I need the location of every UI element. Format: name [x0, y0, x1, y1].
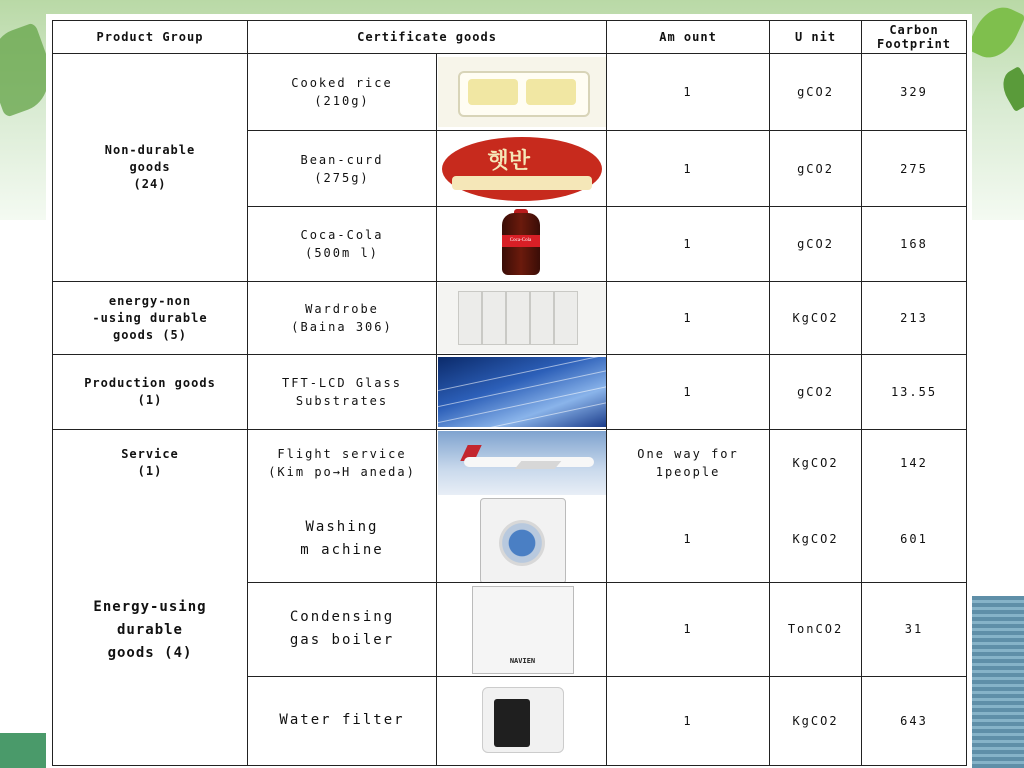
header-amount: Am ount [607, 21, 770, 54]
group-line: Production goods [84, 376, 216, 390]
group-line: energy-non [108, 293, 192, 308]
goods-name-cell [248, 355, 437, 430]
goods-detail: (210g) [314, 94, 370, 108]
glass-substrate-image [438, 357, 606, 427]
goods-image-cell [437, 54, 607, 131]
carbon-footprint-table [52, 20, 967, 766]
goods-name: Coca-Cola [300, 228, 384, 242]
tofu-brand-text: 햇반 [487, 148, 531, 174]
amount-line: 1people [655, 464, 721, 479]
group-line: goods [129, 160, 171, 174]
amount-cell: 1 [607, 131, 770, 207]
rice-bowl [526, 79, 576, 105]
amount-cell: 1 [607, 496, 770, 583]
header-unit: U nit [770, 21, 862, 54]
footprint-cell: 213 [862, 282, 967, 355]
bean-curd-image [438, 134, 606, 204]
wardrobe-image [438, 283, 606, 353]
group-line: durable [116, 621, 183, 638]
unit-cell: gCO2 [770, 131, 862, 207]
amount-cell: 1 [607, 355, 770, 430]
group-energy-non-using [53, 282, 248, 355]
cola-label [502, 235, 540, 247]
goods-name-cell [248, 430, 437, 496]
group-line: goods (5) [112, 327, 188, 342]
goods-name-cell [248, 676, 437, 765]
wardrobe-door [530, 291, 554, 345]
group-line: (1) [137, 393, 163, 407]
goods-detail: gas boiler [289, 632, 395, 648]
table-row [53, 282, 967, 355]
goods-name-cell [248, 131, 437, 207]
header-carbon-line2: Footprint [877, 37, 952, 51]
goods-detail: m achine [300, 541, 384, 558]
header-certificate-goods: Certificate goods [248, 21, 607, 54]
footprint-cell: 275 [862, 131, 967, 207]
washing-machine-image [438, 496, 606, 582]
goods-image-cell [437, 582, 607, 676]
goods-detail: (500m l) [305, 246, 379, 260]
group-service [53, 430, 248, 496]
header-product-group: Product Group [53, 21, 248, 54]
group-production [53, 355, 248, 430]
table-row [53, 54, 967, 131]
footprint-cell: 643 [862, 676, 967, 765]
gas-boiler-image [438, 584, 606, 674]
header-carbon-line1: Carbon [889, 23, 939, 37]
header-row [53, 21, 967, 54]
goods-name: Bean-curd [300, 152, 384, 167]
goods-name-cell [248, 496, 437, 583]
footprint-cell: 168 [862, 207, 967, 282]
unit-cell: gCO2 [770, 355, 862, 430]
goods-name: Flight service [277, 446, 407, 461]
footprint-cell: 31 [862, 582, 967, 676]
goods-name-cell [248, 207, 437, 282]
amount-cell [607, 430, 770, 496]
group-line: Service [121, 447, 179, 461]
boiler-body [472, 586, 574, 674]
green-corner-block [0, 733, 46, 768]
unit-cell: KgCO2 [770, 282, 862, 355]
goods-image-cell [437, 282, 607, 355]
plane-wing [514, 461, 561, 469]
unit-cell: KgCO2 [770, 676, 862, 765]
footprint-cell: 601 [862, 496, 967, 583]
goods-image-cell [437, 131, 607, 207]
amount-cell: 1 [607, 207, 770, 282]
unit-cell: KgCO2 [770, 430, 862, 496]
table-row [53, 496, 967, 583]
amount-line: One way for [637, 446, 739, 461]
filter-panel [494, 699, 530, 747]
goods-name-cell [248, 54, 437, 131]
table-row [53, 355, 967, 430]
goods-detail: (Baina 306) [291, 320, 393, 334]
footprint-cell: 329 [862, 54, 967, 131]
group-line: Non-durable [104, 143, 196, 157]
boiler-brand-text: NAVIEN [509, 657, 536, 665]
goods-name: Cooked rice [291, 76, 393, 90]
amount-cell: 1 [607, 54, 770, 131]
goods-name: Washing [305, 518, 379, 535]
goods-image-cell [437, 355, 607, 430]
unit-cell: KgCO2 [770, 496, 862, 583]
wardrobe-door [554, 291, 578, 345]
group-line: (1) [137, 464, 163, 478]
washer-drum [499, 520, 545, 566]
cooked-rice-image [438, 57, 606, 127]
goods-detail: Substrates [295, 394, 389, 408]
header-carbon-footprint [862, 21, 967, 54]
goods-detail: (275g) [314, 170, 370, 185]
cola-label-text: Coca-Cola [509, 238, 532, 243]
goods-name-cell [248, 282, 437, 355]
amount-cell: 1 [607, 676, 770, 765]
goods-image-cell [437, 207, 607, 282]
unit-cell: gCO2 [770, 207, 862, 282]
goods-name-cell [248, 582, 437, 676]
group-line: -using durable [92, 310, 208, 325]
wardrobe-door [458, 291, 482, 345]
goods-name: TFT-LCD Glass [282, 376, 402, 390]
wardrobe-door [482, 291, 506, 345]
group-line: Energy-using [93, 598, 207, 615]
goods-image-cell [437, 496, 607, 583]
goods-name: Wardrobe [305, 302, 379, 316]
group-line: (24) [133, 177, 167, 191]
group-line: goods (4) [107, 644, 193, 661]
table-row [53, 430, 967, 496]
unit-cell: TonCO2 [770, 582, 862, 676]
goods-image-cell [437, 430, 607, 496]
goods-name: Water filter [279, 712, 405, 728]
water-filter-image [438, 681, 606, 761]
goods-name: Condensing [289, 609, 395, 625]
building-decoration [972, 596, 1024, 768]
goods-detail: (Kim po→H aneda) [268, 464, 416, 479]
tofu-stripe [452, 176, 592, 190]
goods-image-cell [437, 676, 607, 765]
footprint-cell: 13.55 [862, 355, 967, 430]
group-energy-using [53, 496, 248, 766]
amount-cell: 1 [607, 282, 770, 355]
footprint-cell: 142 [862, 430, 967, 496]
coca-cola-image [438, 209, 606, 279]
wardrobe-door [506, 291, 530, 345]
rice-bowl [468, 79, 518, 105]
unit-cell: gCO2 [770, 54, 862, 131]
group-non-durable [53, 54, 248, 282]
amount-cell: 1 [607, 582, 770, 676]
airplane-image [438, 431, 606, 495]
